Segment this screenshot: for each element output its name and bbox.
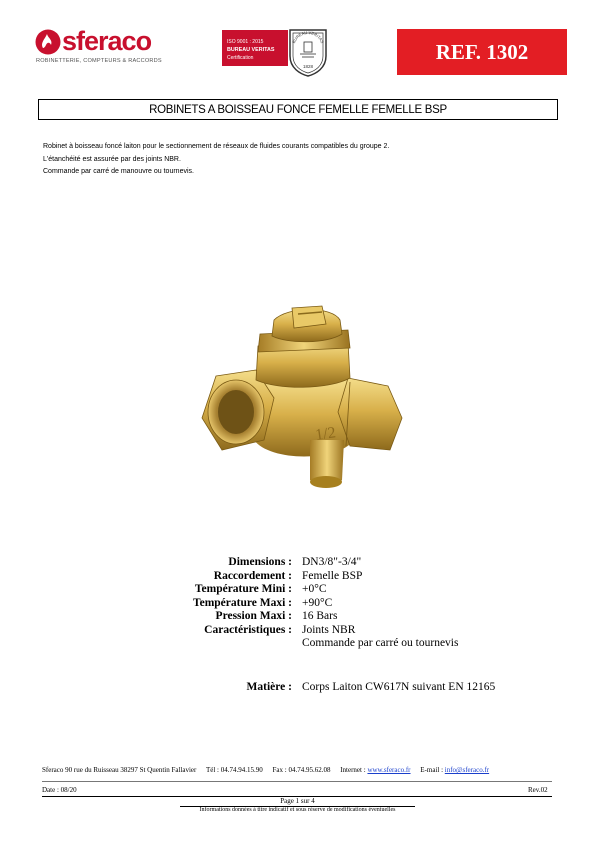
product-title: [38, 99, 558, 120]
page-number: Page 1 sur 4: [280, 797, 315, 805]
material-value: Corps Laiton CW617N suivant EN 12165: [302, 681, 496, 693]
product-title-text: ROBINETS A BOISSEAU FONCE FEMELLE FEMELLE BSP: [149, 103, 447, 116]
spec-label: Caractéristiques :: [204, 623, 292, 636]
spec-row-temp-max: [0, 597, 595, 611]
certification-badge: [222, 30, 288, 66]
spec-value: Commande par carré ou tournevis: [302, 637, 459, 649]
description-line: L'étanchéité est assurée par des joints NBR.: [43, 155, 181, 163]
logo-tagline: ROBINETTERIE, COMPTEURS & RACCORDS: [36, 58, 162, 64]
product-photo: [198, 290, 404, 506]
spec-row-temp-min: [0, 583, 595, 597]
email-link[interactable]: info@sferaco.fr: [444, 766, 490, 774]
spec-row-dimensions: [0, 556, 595, 570]
product-description: [43, 141, 563, 179]
description-line: Commande par carré de manouvre ou tournevis.: [43, 168, 194, 175]
cert-iso: ISO 9001 : 2015: [227, 39, 264, 45]
spec-value: DN3/8"-3/4": [302, 556, 362, 568]
spec-row-matiere: [0, 681, 595, 695]
spec-label: Dimensions :: [228, 556, 292, 568]
logo-wordmark: sferaco: [62, 26, 152, 56]
spec-label: Raccordement :: [213, 569, 292, 582]
spec-value: 16 Bars: [302, 610, 338, 622]
seal-text: BUREAU VERITAS: [291, 29, 325, 44]
cert-label: Certification: [227, 55, 254, 61]
spec-label: Température Maxi :: [192, 596, 292, 609]
spec-row-raccordement: [0, 570, 595, 584]
spec-value: +0°C: [302, 583, 327, 595]
material-label: Matière :: [246, 681, 292, 693]
description-line: Robinet à boisseau foncé laiton pour le sectionnement de réseaux de fluides courants compatibles du groupe 2.: [43, 143, 390, 150]
footer-email-label: E-mail :: [420, 766, 444, 774]
footer-phone: Tél : 04.74.94.15.90: [205, 766, 263, 774]
reference-box: REF. 1302: [397, 29, 567, 75]
bureau-veritas-seal-icon: [286, 24, 330, 78]
sferaco-flame-icon: [34, 28, 62, 56]
footer-internet-label: Internet :: [340, 766, 366, 774]
spec-value: Joints NBR: [302, 623, 356, 636]
website-link[interactable]: www.sferaco.fr: [367, 766, 411, 774]
footer-date: Date : 08/20: [42, 786, 77, 794]
footer-divider: [42, 781, 552, 782]
seal-year: 1828: [302, 64, 314, 69]
footer-disclaimer: Informations données à titre indicatif et sous réserve de modifications éventuelles: [199, 807, 396, 813]
spec-row-caracteristiques: [0, 624, 595, 638]
spec-label: Température Mini :: [194, 583, 292, 595]
spec-row-pression: [0, 610, 595, 624]
spec-value: Femelle BSP: [302, 569, 363, 582]
sferaco-logo: [34, 26, 184, 70]
spec-label: Pression Maxi :: [215, 610, 292, 622]
specifications-table: [0, 556, 595, 651]
cert-bureau: BUREAU VERITAS: [227, 47, 275, 53]
footer-fax: Fax : 04.74.95.62.08: [272, 766, 331, 774]
spec-value: +90°C: [302, 596, 333, 609]
footer-address: Sferaco 90 rue du Ruisseau 38297 St Quentin Fallavier: [42, 766, 197, 774]
footer-contact: [42, 766, 562, 774]
product-marking: 1/2: [314, 424, 337, 444]
spec-row-commande: [0, 637, 595, 651]
footer-revision: Rev.02: [528, 786, 548, 794]
